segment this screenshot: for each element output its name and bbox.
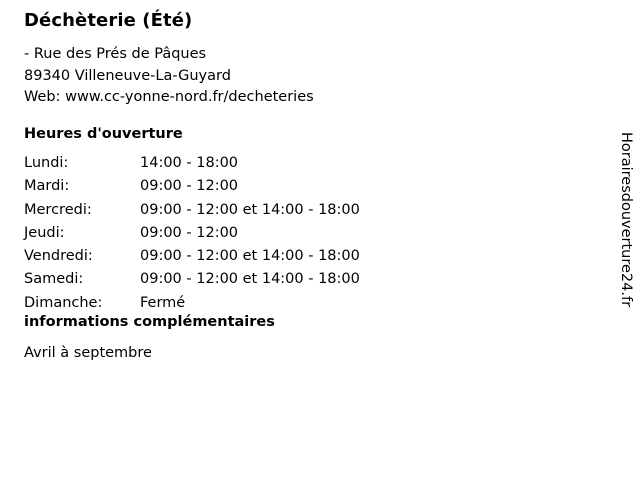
additional-info-heading: informations complémentaires <box>24 314 275 330</box>
table-row <box>24 202 360 225</box>
day-times: Fermé <box>140 294 186 311</box>
day-times: 09:00 - 12:00 et 14:00 - 18:00 <box>140 201 360 218</box>
additional-info-text: Avril à septembre <box>24 345 152 361</box>
table-row <box>24 178 360 201</box>
day-label: Samedi: <box>24 271 84 288</box>
table-row <box>24 155 360 178</box>
opening-hours-table <box>24 155 360 318</box>
opening-hours-heading: Heures d'ouverture <box>24 126 183 142</box>
address-city: 89340 Villeneuve-La-Guyard <box>24 67 231 84</box>
day-label: Mercredi: <box>24 201 92 218</box>
page-title: Déchèterie (Été) <box>24 10 193 31</box>
day-times: 09:00 - 12:00 et 14:00 - 18:00 <box>140 271 360 288</box>
address-street: - Rue des Prés de Pâques <box>24 46 207 62</box>
table-row <box>24 225 360 248</box>
day-times: 14:00 - 18:00 <box>140 155 239 171</box>
day-times: 09:00 - 12:00 et 14:00 - 18:00 <box>140 248 360 265</box>
day-times: 09:00 - 12:00 <box>140 178 239 195</box>
table-row <box>24 271 360 294</box>
day-label: Lundi: <box>24 155 69 171</box>
day-times: 09:00 - 12:00 <box>140 224 239 241</box>
address-block <box>24 44 314 109</box>
day-label: Mardi: <box>24 178 70 195</box>
day-label: Vendredi: <box>24 248 93 265</box>
brand-watermark: Horairesdouverture24.fr <box>618 132 634 308</box>
day-label: Jeudi: <box>24 224 65 241</box>
day-label: Dimanche: <box>24 294 103 311</box>
address-website: Web: www.cc-yonne-nord.fr/decheteries <box>24 89 314 105</box>
table-row <box>24 248 360 271</box>
